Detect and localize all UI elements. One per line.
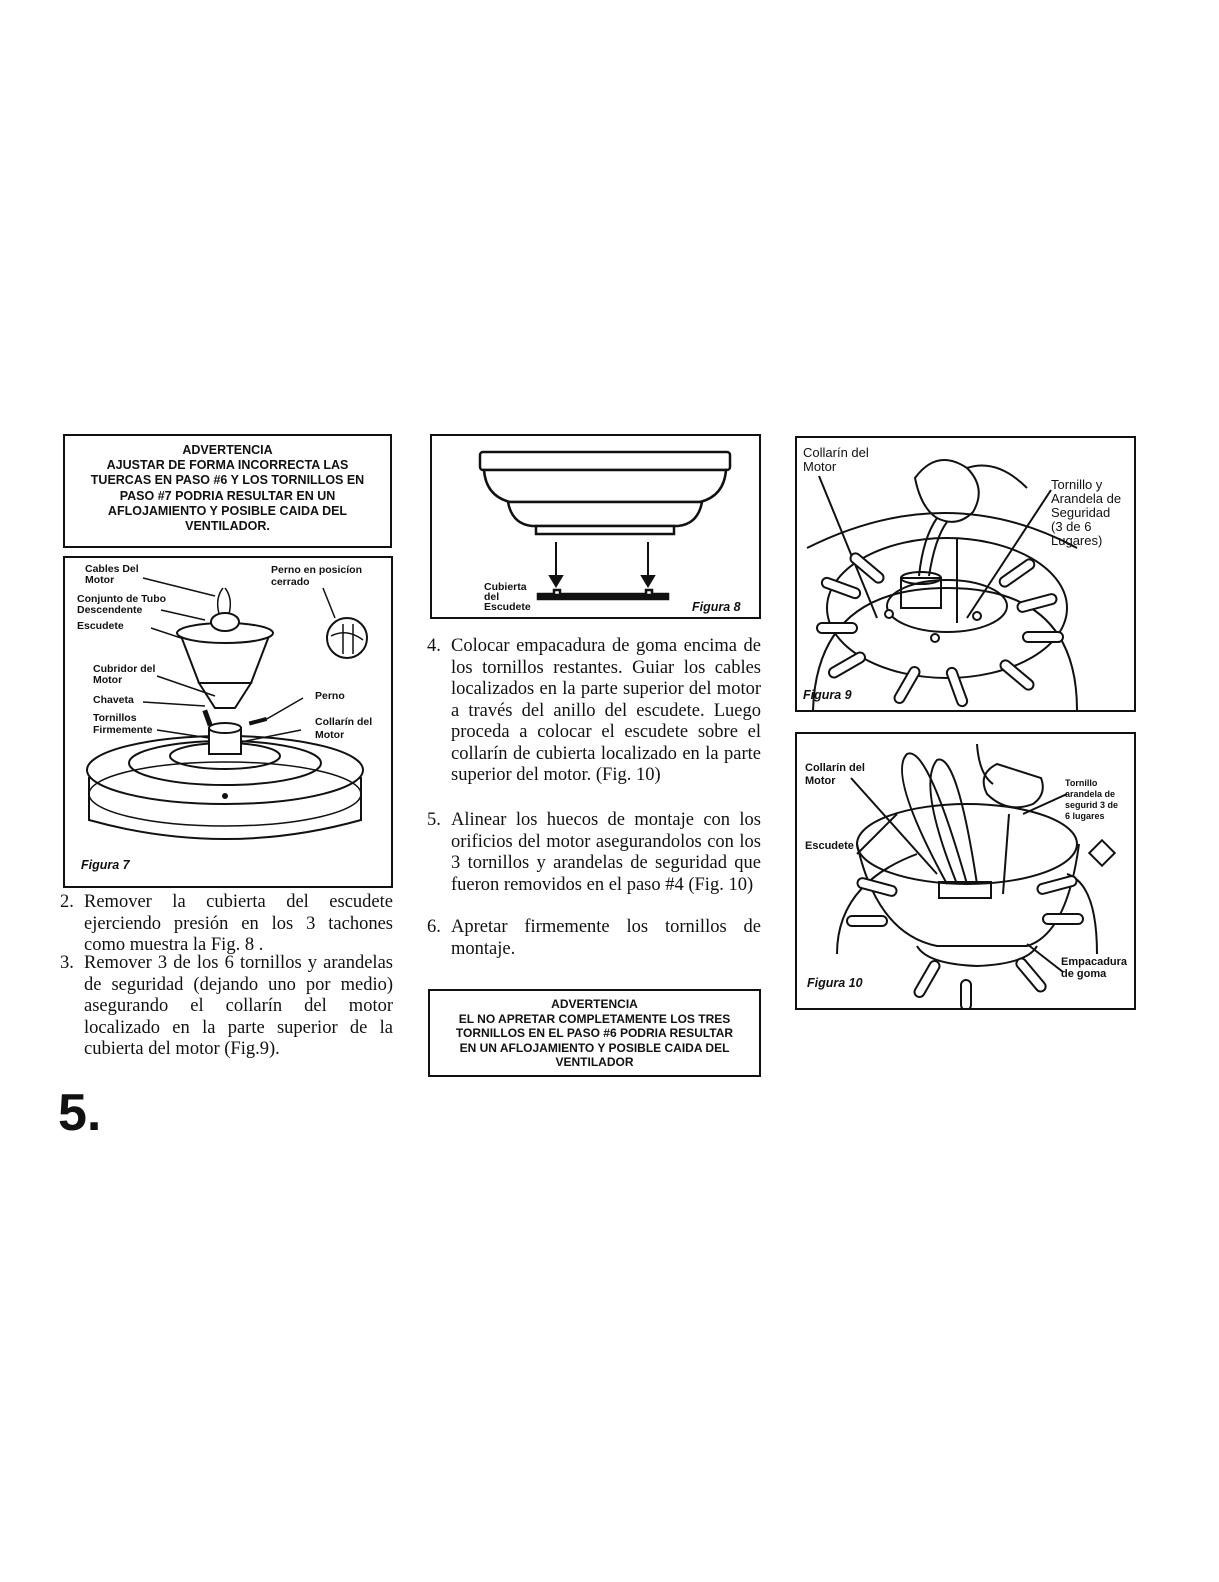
label-conjunto-tubo: Conjunto de Tubo Descendente (77, 593, 167, 616)
warning-title: ADVERTENCIA (182, 443, 273, 457)
step-number: 6. (427, 917, 441, 937)
step-number: 3. (60, 953, 74, 973)
step-2 (60, 892, 393, 957)
label-tornillo-arandela: Tornillo arandela de segurid 3 de 6 lugares (1065, 778, 1119, 821)
label-collarin-motor: Collarín del Motor (803, 445, 869, 474)
label-perno: Perno (315, 690, 345, 702)
warning-line: EL NO APRETAR COMPLETAMENTE LOS TRES (458, 1011, 731, 1026)
label-empacadura-goma: Empacadura de goma (1061, 956, 1128, 980)
figure-8 (430, 434, 761, 619)
step-3 (60, 953, 393, 1061)
warning-box-top (63, 434, 392, 548)
canopy-cover-illustration (432, 436, 759, 617)
step-number: 5. (427, 810, 441, 830)
warning-title: ADVERTENCIA (551, 997, 638, 1011)
label-escudete: Escudete (805, 840, 854, 852)
figure-9-caption: Figura 9 (803, 688, 852, 702)
step-text: Remover la cubierta del escudete ejerciendo presión en los 3 tachones como muestra la Fig. 8 . (84, 892, 393, 955)
label-tornillo-arandela: Tornillo y Arandela de Seguridad (3 de 6 Lugares) (1051, 477, 1122, 548)
step-number: 4. (427, 636, 441, 656)
figure-7 (63, 556, 393, 888)
warning-line: AFLOJAMIENTO Y POSIBLE CAIDA DEL (107, 503, 348, 518)
warning-box-bottom (428, 989, 761, 1077)
label-cables-del-motor: Cables Del Motor (85, 563, 139, 586)
label-chaveta: Chaveta (93, 694, 134, 706)
figure-10 (795, 732, 1136, 1010)
label-collarin-motor: Collarín del Motor (315, 716, 373, 741)
warning-line: PASO #7 PODRIA RESULTAR EN UN (119, 488, 336, 503)
figure-7-caption: Figura 7 (81, 858, 130, 872)
figure-9 (795, 436, 1136, 712)
warning-line: VENTILADOR (555, 1055, 634, 1070)
step-number: 2. (60, 892, 74, 912)
figure-10-caption: Figura 10 (807, 976, 863, 990)
label-tornillos-firmemente: Tornillos Firmemente (93, 712, 153, 736)
step-text: Alinear los huecos de montaje con los orificios del motor asegurandolos con los 3 tornillos y arandelas de seguridad que fueron removidos en el paso #4 (Fig. 10) (451, 810, 761, 895)
warning-line: VENTILADOR. (185, 519, 270, 534)
warning-line: TORNILLOS EN EL PASO #6 PODRIA RESULTAR (455, 1026, 734, 1041)
step-5 (427, 810, 761, 896)
step-4 (427, 636, 761, 787)
figure-8-caption: Figura 8 (692, 600, 741, 614)
step-6 (427, 917, 761, 960)
page-number: 5. (58, 1084, 102, 1142)
warning-line: EN UN AFLOJAMIENTO Y POSIBLE CAIDA DEL (459, 1040, 730, 1055)
warning-line: AJUSTAR DE FORMA INCORRECTA LAS (106, 458, 349, 473)
label-collarin-motor: Collarín del Motor (805, 762, 865, 787)
label-cubridor-motor: Cubridor del Motor (93, 663, 156, 686)
label-cubierta-escudete: Cubierta del Escudete (484, 581, 531, 613)
label-perno-cerrado: Perno en posicíon cerrado (271, 564, 363, 588)
step-text: Remover 3 de los 6 tornillos y arandelas de seguridad (dejando uno por medio) asegurando el collarín del motor localizado en la parte superior de la cubierta del motor (Fig.9). (84, 953, 393, 1059)
warning-line: TUERCAS EN PASO #6 Y LOS TORNILLOS EN (90, 473, 365, 488)
step-text: Apretar firmemente los tornillos de montaje. (451, 917, 761, 959)
step-text: Colocar empacadura de goma encima de los tornillos restantes. Guiar los cables localizados en la parte superior del motor a través del anillo del escudete. Luego proceda a colocar el escudete sobre el collarín de cubierta localizado en la parte superior del motor. (Fig. 10) (451, 636, 761, 785)
label-escudete: Escudete (77, 620, 124, 632)
